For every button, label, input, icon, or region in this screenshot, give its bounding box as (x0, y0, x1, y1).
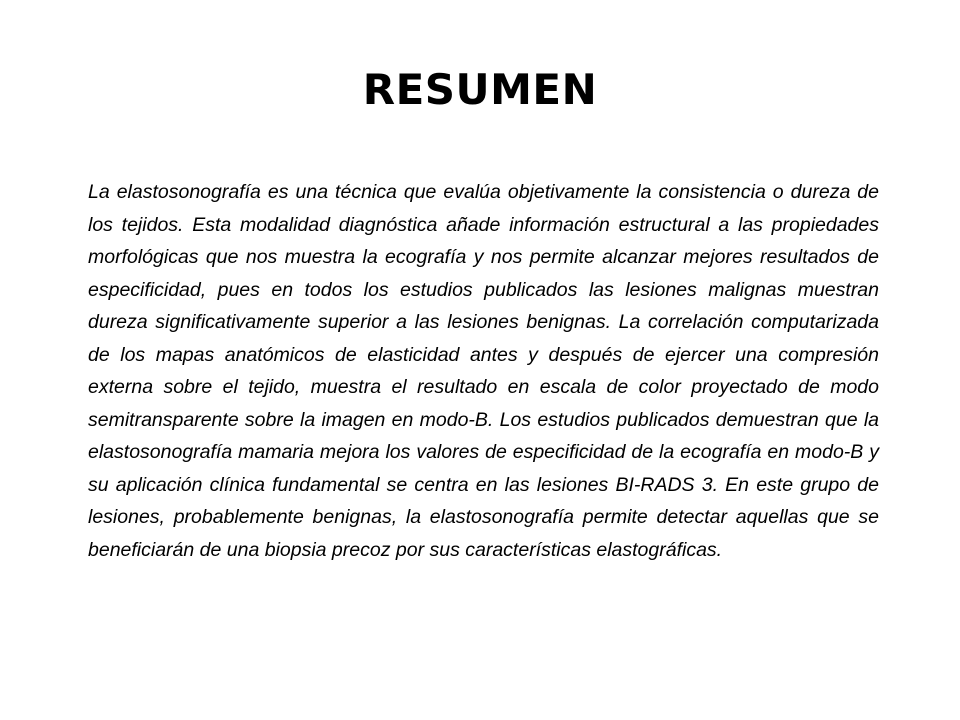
abstract-paragraph: La elastosonografía es una técnica que evalúa objetivamente la consistencia o dureza de los tejidos. Esta modalidad diagnóstica añade información estructural a las propiedades morfológicas que nos muestra la ecografía y nos permite alcanzar mejores resultados de especificidad, pues en todos los estudios publicados las lesiones malignas muestran dureza significativamente superior a las lesiones benignas. La correlación computarizada de los mapas anatómicos de elasticidad antes y después de ejercer una compresión externa sobre el tejido, muestra el resultado en escala de color proyectado de modo semitransparente sobre la imagen en modo-B. Los estudios publicados demuestran que la elastosonografía mamaria mejora los valores de especificidad de la ecografía en modo-B y su aplicación clínica fundamental se centra en las lesiones BI-RADS 3. En este grupo de lesiones, probablemente benignas, la elastosonografía permite detectar aquellas que se beneficiarán de una biopsia precoz por sus características elastográficas. (88, 181, 879, 561)
slide-title: RESUMEN (362, 65, 598, 114)
